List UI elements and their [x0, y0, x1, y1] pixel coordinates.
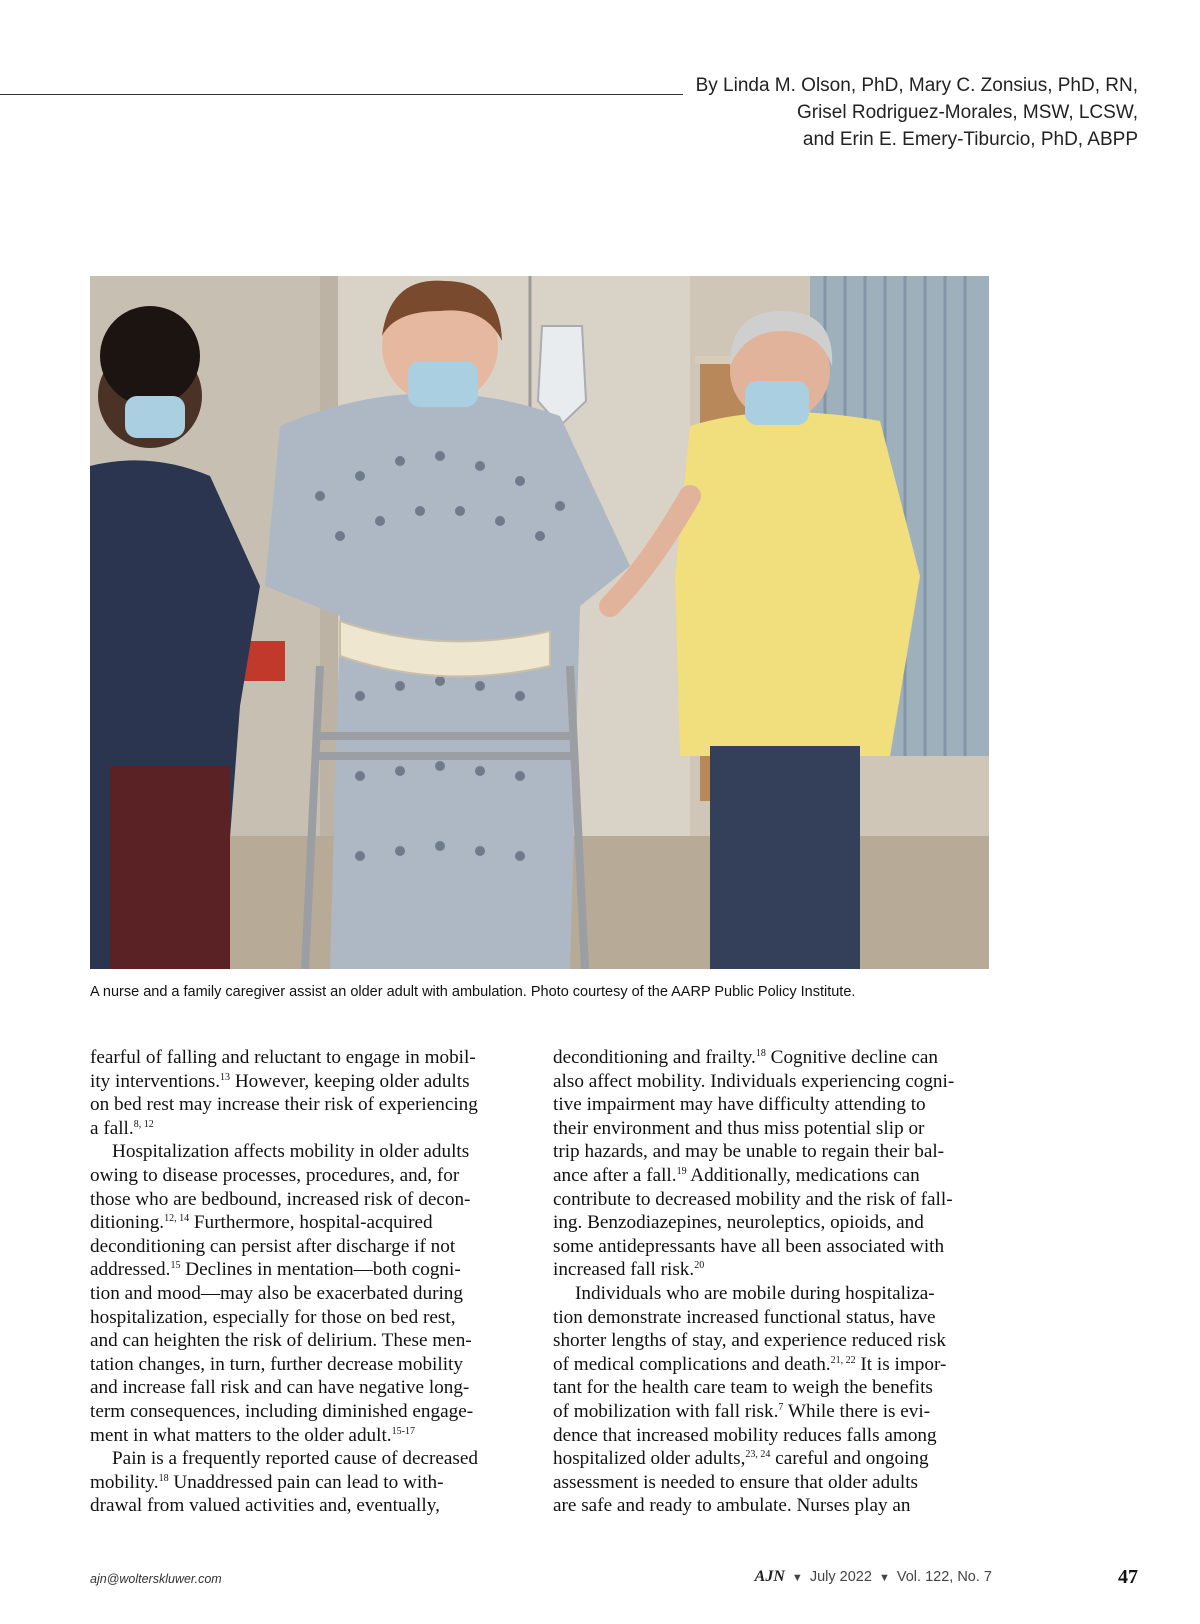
text-line [553, 1306, 993, 1330]
line-text: ing. Benzodiazepines, neuroleptics, opioids, and [553, 1212, 924, 1234]
line-text: tation changes, in turn, further decrease mobility [90, 1353, 463, 1375]
text-line [553, 1329, 993, 1353]
line-text: shorter lengths of stay, and experience reduced risk [553, 1330, 947, 1352]
citation-superscript: 13 [220, 1071, 231, 1083]
text-line [553, 1494, 993, 1518]
text-line [90, 1093, 530, 1117]
text-line [90, 1211, 530, 1235]
line-text: trip hazards, and may be unable to regain their bal- [553, 1141, 945, 1163]
text-line [90, 1070, 530, 1094]
line-text-continued: careful and ongoing [770, 1448, 929, 1470]
line-text: on bed rest may increase their risk of experiencing [90, 1094, 478, 1116]
text-line [90, 1282, 530, 1306]
line-text-continued: Furthermore, hospital-acquired [189, 1212, 433, 1234]
line-text: deconditioning can persist after discharge if not [90, 1235, 456, 1257]
text-line [90, 1494, 530, 1518]
citation-superscript: 23, 24 [745, 1449, 771, 1461]
line-text: hospitalized older adults, [553, 1448, 746, 1470]
line-text: ditioning. [90, 1212, 165, 1234]
author-byline [618, 72, 1138, 153]
text-line [553, 1258, 993, 1282]
line-text: addressed. [90, 1259, 171, 1281]
line-text-continued: While there is evi- [783, 1400, 931, 1422]
footer-journal-info [755, 1568, 992, 1586]
text-line [553, 1447, 993, 1471]
photo-illustration [90, 276, 989, 969]
line-text: mobility. [90, 1471, 159, 1493]
line-text: tant for the health care team to weigh the benefits [553, 1377, 933, 1399]
citation-superscript: 8, 12 [133, 1118, 154, 1130]
line-text: ment in what matters to the older adult. [90, 1424, 392, 1446]
citation-superscript: 12, 14 [164, 1213, 190, 1225]
line-text: and can heighten the risk of delirium. These men- [90, 1330, 472, 1352]
text-line [553, 1164, 993, 1188]
citation-superscript: 18 [755, 1048, 766, 1059]
citation-superscript: 19 [676, 1165, 687, 1177]
text-line [90, 1188, 530, 1212]
line-text: Individuals who are mobile during hospitaliza- [575, 1282, 935, 1304]
citation-superscript: 18 [158, 1472, 169, 1484]
page-number: 47 [1118, 1566, 1138, 1588]
line-text: are safe and ready to ambulate. Nurses play an [553, 1495, 911, 1517]
text-line [553, 1070, 993, 1094]
line-text: tive impairment may have difficulty attending to [553, 1094, 926, 1116]
text-line [90, 1400, 530, 1424]
footer-email: ajn@wolterskluwer.com [90, 1572, 222, 1586]
citation-superscript: 15-17 [391, 1425, 415, 1437]
line-text: those who are bedbound, increased risk of decon- [90, 1188, 471, 1210]
line-text: owing to disease processes, procedures, and, for [90, 1164, 460, 1186]
line-text: contribute to decreased mobility and the risk of fall- [553, 1188, 953, 1210]
text-line [90, 1376, 530, 1400]
text-column-right [553, 1046, 993, 1518]
text-line [553, 1235, 993, 1259]
line-text: Hospitalization affects mobility in older adults [112, 1141, 470, 1163]
byline-line: and Erin E. Emery-Tiburcio, PhD, ABPP [802, 129, 1138, 150]
issue-date: July 2022 [809, 1569, 872, 1585]
line-text: term consequences, including diminished engage- [90, 1400, 474, 1422]
text-line [553, 1471, 993, 1495]
line-text: dence that increased mobility reduces falls among [553, 1424, 937, 1446]
line-text-continued: Unaddressed pain can lead to with- [168, 1471, 444, 1493]
text-line [90, 1258, 530, 1282]
line-text: of medical complications and death. [553, 1353, 831, 1375]
text-line [553, 1117, 993, 1141]
citation-superscript: 7 [778, 1401, 784, 1413]
text-line [553, 1188, 993, 1212]
line-text: hospitalization, especially for those on bed rest, [90, 1306, 456, 1328]
text-line [90, 1140, 530, 1164]
line-text-continued: It is impor- [855, 1353, 947, 1375]
photo-caption: A nurse and a family caregiver assist an older adult with ambulation. Photo courtesy of the AARP Public Policy Institute. [90, 984, 856, 1000]
line-text: fearful of falling and reluctant to engage in mobil- [90, 1047, 476, 1068]
line-text: their environment and thus miss potential slip or [553, 1117, 925, 1139]
line-text: tion demonstrate increased functional status, have [553, 1306, 936, 1328]
text-line [553, 1376, 993, 1400]
line-text: and increase fall risk and can have negative long- [90, 1377, 470, 1399]
line-text: ance after a fall. [553, 1164, 677, 1186]
line-text: Pain is a frequently reported cause of decreased [112, 1448, 478, 1470]
text-line [553, 1353, 993, 1377]
line-text: of mobilization with fall risk. [553, 1400, 779, 1422]
citation-superscript: 15 [170, 1260, 181, 1272]
text-line [553, 1424, 993, 1448]
line-text: deconditioning and frailty. [553, 1047, 756, 1068]
text-line [90, 1471, 530, 1495]
text-line [90, 1306, 530, 1330]
line-text-continued: Cognitive decline can [765, 1047, 938, 1068]
line-text: also affect mobility. Individuals experiencing cogni- [553, 1070, 955, 1092]
line-text-continued: Declines in mentation—both cogni- [180, 1259, 461, 1281]
byline-line: By Linda M. Olson, PhD, Mary C. Zonsius, PhD, RN, [695, 75, 1138, 96]
text-line [553, 1282, 993, 1306]
text-line [553, 1211, 993, 1235]
line-text: a fall. [90, 1117, 134, 1139]
line-text: tion and mood—may also be exacerbated during [90, 1282, 463, 1304]
line-text: assessment is needed to ensure that older adults [553, 1471, 919, 1493]
line-text: some antidepressants have all been associated with [553, 1235, 945, 1257]
text-line [90, 1353, 530, 1377]
triangle-separator-icon: ▼ [791, 1572, 803, 1584]
text-line [90, 1235, 530, 1259]
line-text-continued: Additionally, medications can [686, 1164, 920, 1186]
text-line [90, 1117, 530, 1141]
text-line [90, 1164, 530, 1188]
byline-line: Grisel Rodriguez-Morales, MSW, LCSW, [796, 102, 1138, 123]
text-line [90, 1046, 530, 1070]
header-rule [0, 94, 683, 95]
journal-name: AJN [754, 1568, 785, 1585]
text-line [553, 1400, 993, 1424]
text-line [553, 1093, 993, 1117]
line-text: ity interventions. [90, 1070, 221, 1092]
text-column-left [90, 1046, 530, 1518]
triangle-separator-icon: ▼ [878, 1572, 890, 1584]
text-line [553, 1046, 993, 1070]
text-line [553, 1140, 993, 1164]
text-line [90, 1329, 530, 1353]
text-line [90, 1447, 530, 1471]
citation-superscript: 20 [694, 1260, 705, 1272]
article-photo [90, 276, 989, 969]
text-line [90, 1424, 530, 1448]
volume-number: Vol. 122, No. 7 [896, 1569, 992, 1585]
line-text-continued: However, keeping older adults [230, 1070, 470, 1092]
citation-superscript: 21, 22 [830, 1354, 856, 1366]
line-text: drawal from valued activities and, eventually, [90, 1495, 440, 1517]
line-text: increased fall risk. [553, 1259, 695, 1281]
